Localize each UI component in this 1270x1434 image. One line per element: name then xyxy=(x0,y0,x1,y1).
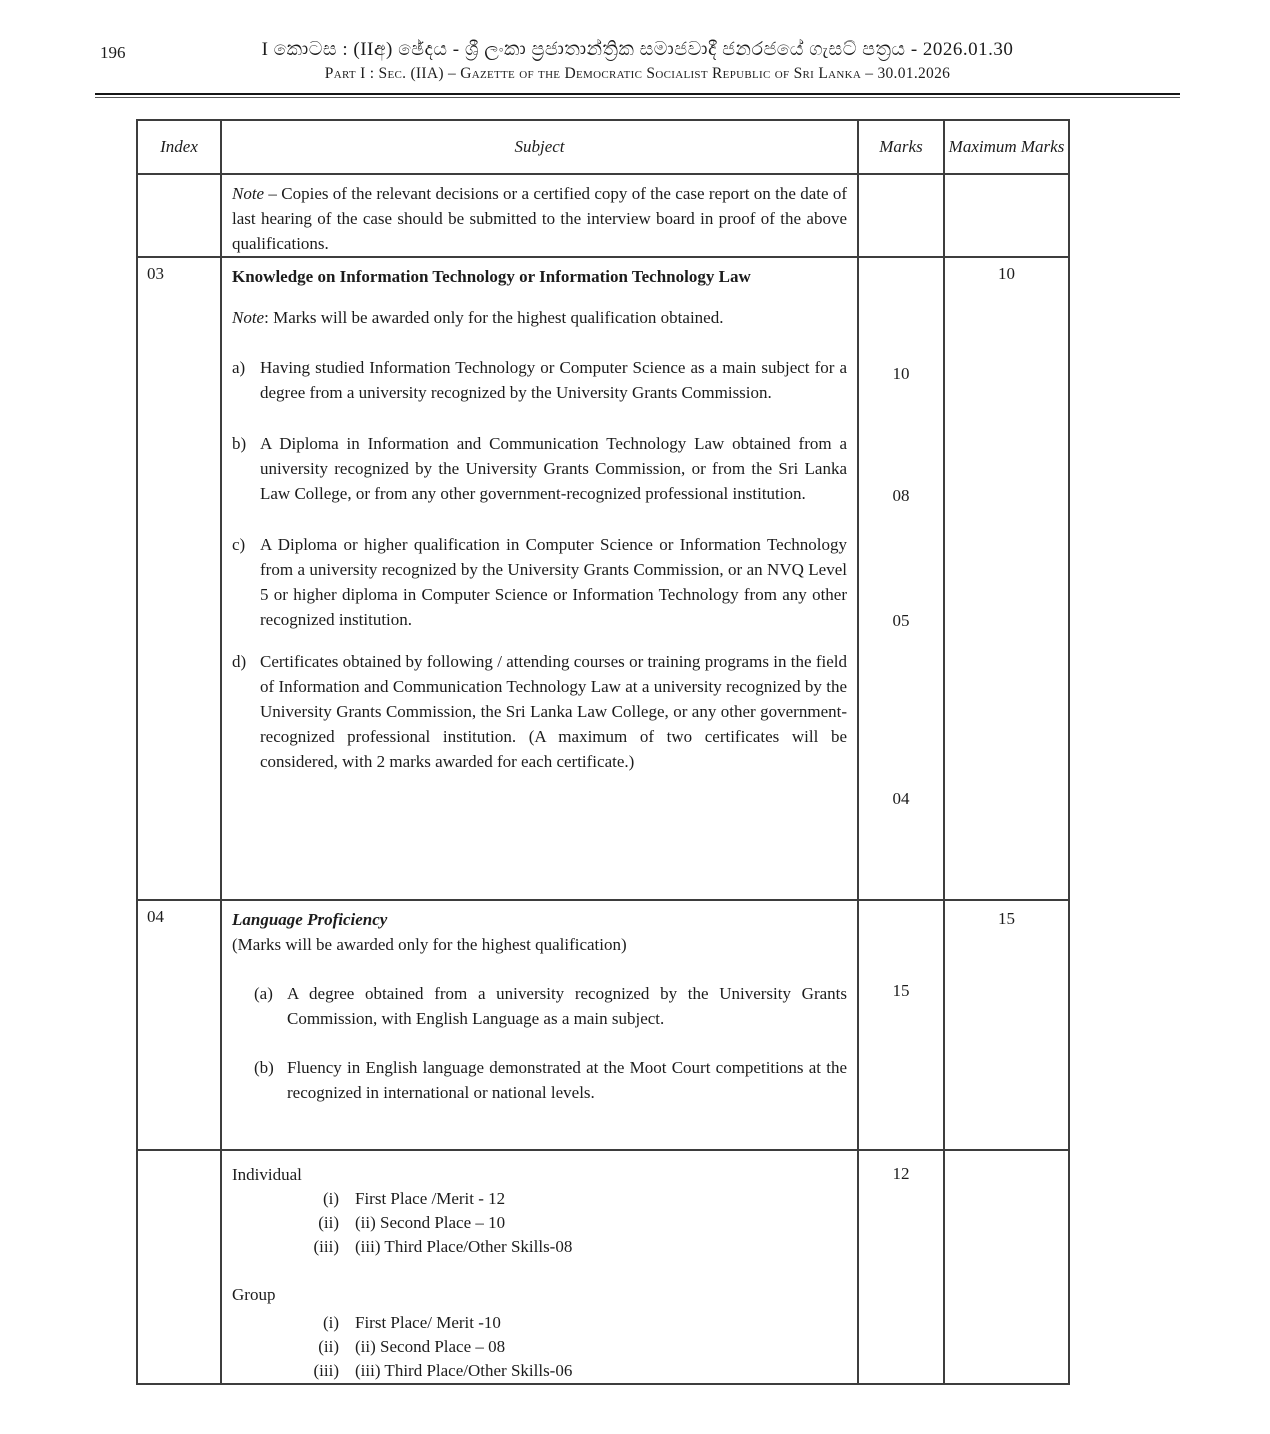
row04-item-b-letter: (b) xyxy=(254,1058,274,1077)
header-titles xyxy=(95,38,1180,83)
row05-group-item-2-num: (ii) xyxy=(318,1337,339,1356)
row05-individual-item-2-num: (ii) xyxy=(318,1213,339,1232)
row03-item-d-letter: d) xyxy=(232,652,247,671)
header-title-english: Part I : Sec. (IIA) – Gazette of the Democratic Socialist Republic of Sri Lanka – 30.01.2026 xyxy=(324,65,951,82)
row05-group-item-3-num: (iii) xyxy=(313,1361,339,1380)
row05-group-item-1-num: (i) xyxy=(322,1313,339,1332)
marks-table xyxy=(136,119,1070,1385)
note-label: Note xyxy=(232,184,265,203)
row05-individual-label: Individual xyxy=(232,1165,302,1184)
note-row-max-cell xyxy=(944,174,1069,257)
row05-group-item-2 xyxy=(284,1335,847,1359)
row05-individual-item-2 xyxy=(284,1211,847,1235)
header-title-sinhala: I කොටස : (IIඅ) ඡේදය - ශ්‍රී ලංකා ප්‍රජාතාන්ත්‍රික සමාජවාදී ජනරජයේ ගැසට් පත්‍රය - 2026.01.30 xyxy=(261,39,1014,60)
row03-item-b-letter: b) xyxy=(232,434,247,453)
row05-marks: 12 xyxy=(892,1164,910,1183)
note-text: – Copies of the relevant decisions or a certified copy of the case report on the date of last hearing of the case should be submitted to the interview board in proof of the above qualifications. xyxy=(232,184,847,253)
table-row-05 xyxy=(137,1150,1069,1384)
row05-group-item-1-text: First Place/ Merit -10 xyxy=(355,1313,501,1332)
row03-max-cell xyxy=(944,257,1069,900)
table-row-03 xyxy=(137,257,1069,900)
row04-max-cell xyxy=(944,900,1069,1150)
table-header-row xyxy=(137,120,1069,174)
note-paragraph xyxy=(232,181,847,256)
page-number: 196 xyxy=(100,43,126,62)
col-header-index: Index xyxy=(137,120,221,174)
row03-item-a-letter: a) xyxy=(232,358,246,377)
row05-individual-item-1-text: First Place /Merit - 12 xyxy=(355,1189,506,1208)
row03-marks-cell xyxy=(858,257,944,900)
row03-note-label: Note xyxy=(232,308,265,327)
row04-subject-cell xyxy=(221,900,858,1150)
row05-marks-cell xyxy=(858,1150,944,1384)
row05-individual-item-1-num: (i) xyxy=(322,1189,339,1208)
row05-group-item-1 xyxy=(284,1311,847,1335)
table-row-note xyxy=(137,174,1069,257)
col-header-marks: Marks xyxy=(858,120,944,174)
row05-group-label: Group xyxy=(232,1285,276,1304)
row03-note-text: : Marks will be awarded only for the highest qualification obtained. xyxy=(264,308,724,327)
row03-marks-c: 05 xyxy=(892,611,910,630)
row04-marks-cell xyxy=(858,900,944,1150)
note-row-subject-cell xyxy=(221,174,858,257)
row04-index: 04 xyxy=(137,900,221,1150)
row05-subject-cell xyxy=(221,1150,858,1384)
header-rule xyxy=(95,93,1180,98)
row03-note xyxy=(232,305,847,330)
row04-item-b-text: Fluency in English language demonstrated at the Moot Court competitions at the recognized in international or national levels. xyxy=(287,1058,847,1102)
row05-group-item-3-text: (iii) Third Place/Other Skills-06 xyxy=(355,1361,573,1380)
row03-item-d-text: Certificates obtained by following / attending courses or training programs in the field of Information and Communication Technology Law at a university recognized by the University Grants Commission, the Sri Lanka Law College, or any other government-recognized professional institution. (A maximum of two certificates will be considered, with 2 marks awarded for each certificate.) xyxy=(260,652,847,771)
row03-marks-d: 04 xyxy=(892,789,910,808)
row04-item-a-text: A degree obtained from a university recognized by the University Grants Commission, with English Language as a main subject. xyxy=(287,984,847,1028)
row03-item-c-letter: c) xyxy=(232,535,246,554)
row03-marks-a: 10 xyxy=(892,364,910,383)
row04-title: Language Proficiency xyxy=(232,910,388,929)
row04-subtitle: (Marks will be awarded only for the highest qualification) xyxy=(232,935,627,954)
col-header-subject: Subject xyxy=(221,120,858,174)
row03-item-c-text: A Diploma or higher qualification in Computer Science or Information Technology from a university recognized by the University Grants Commission, or an NVQ Level 5 or higher diploma in Computer Science or Information Technology from any other recognized institution. xyxy=(260,535,847,629)
row03-index: 03 xyxy=(137,257,221,900)
row05-individual-item-2-text: (ii) Second Place – 10 xyxy=(355,1213,506,1232)
row03-item-c xyxy=(232,532,847,632)
row05-individual-item-3 xyxy=(284,1235,847,1259)
row03-title: Knowledge on Information Technology or Information Technology Law xyxy=(232,267,751,286)
row03-max-marks: 10 xyxy=(998,264,1015,283)
row04-item-a-letter: (a) xyxy=(254,984,273,1003)
row05-individual-item-1 xyxy=(284,1187,847,1211)
row05-index-cell xyxy=(137,1150,221,1384)
row03-item-d xyxy=(232,649,847,774)
note-row-marks-cell xyxy=(858,174,944,257)
note-row-index-cell xyxy=(137,174,221,257)
row03-item-b-text: A Diploma in Information and Communication Technology Law obtained from a university recognized by the University Grants Commission, or from the Sri Lanka Law College, or from any other government-recognized professional institution. xyxy=(260,434,847,503)
row05-individual-item-3-num: (iii) xyxy=(313,1237,339,1256)
row03-item-b xyxy=(232,431,847,506)
row05-group-item-3 xyxy=(284,1359,847,1383)
row03-item-a-text: Having studied Information Technology or Computer Science as a main subject for a degree from a university recognized by the University Grants Commission. xyxy=(260,358,847,402)
row05-individual-item-3-text: (iii) Third Place/Other Skills-08 xyxy=(355,1237,573,1256)
page-header xyxy=(95,38,1180,83)
row03-marks-b: 08 xyxy=(892,486,910,505)
row03-item-a xyxy=(232,355,847,405)
row03-subject-cell xyxy=(221,257,858,900)
col-header-max-marks: Maximum Marks xyxy=(944,120,1069,174)
table-row-04 xyxy=(137,900,1069,1150)
row04-max-marks: 15 xyxy=(998,909,1015,928)
row05-group-item-2-text: (ii) Second Place – 08 xyxy=(355,1337,506,1356)
row05-max-cell xyxy=(944,1150,1069,1384)
row04-marks-a: 15 xyxy=(892,981,910,1000)
row04-item-b xyxy=(254,1055,847,1105)
row04-item-a xyxy=(254,981,847,1031)
